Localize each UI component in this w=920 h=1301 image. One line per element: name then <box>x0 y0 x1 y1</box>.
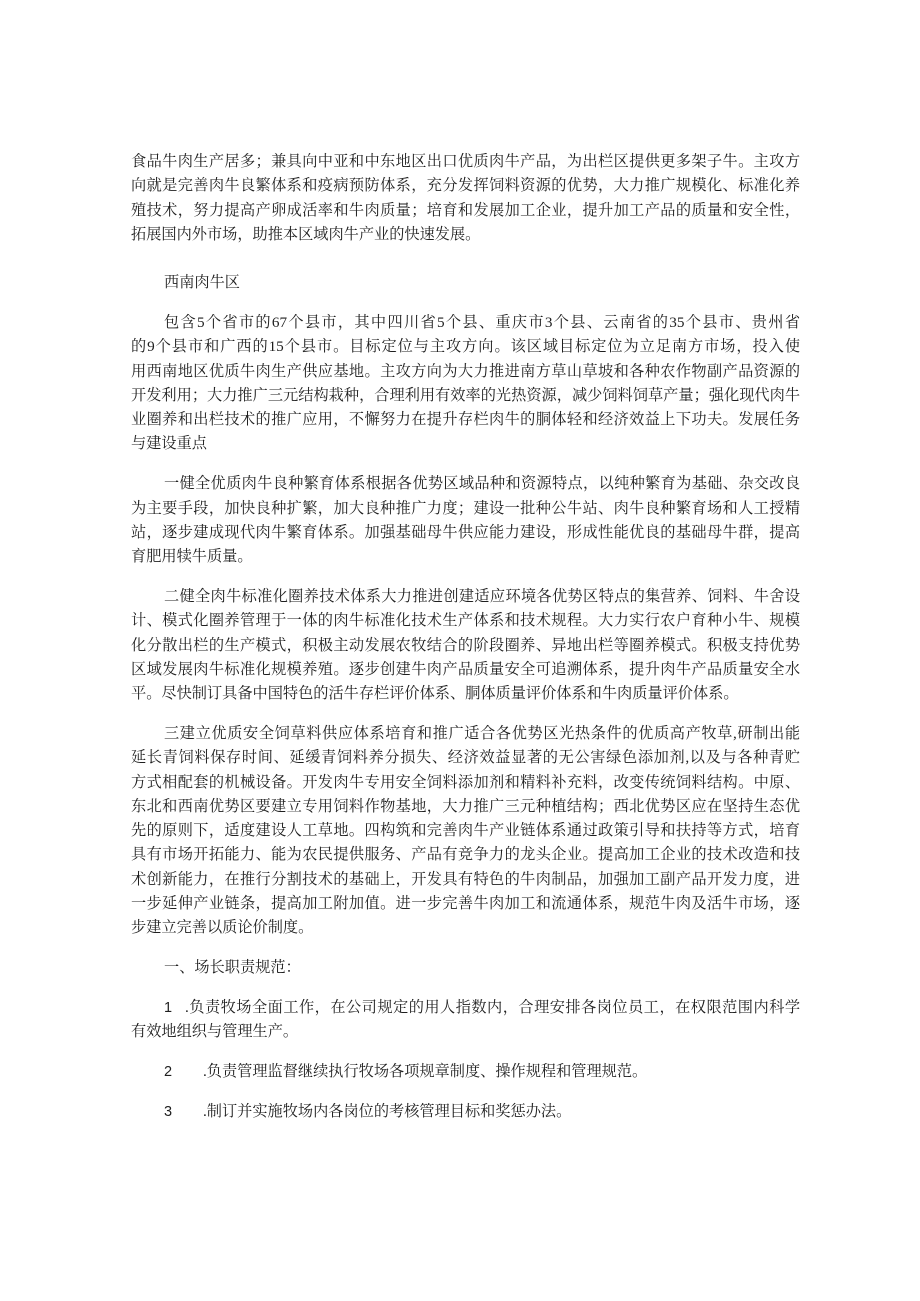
document-page <box>131 150 800 1140</box>
duty-item <box>131 1100 800 1124</box>
paragraph-line: 拓展国内外市场，助推本区域肉牛产业的快速发展。 <box>131 225 481 243</box>
paragraph-line: 与建设重点 <box>131 435 207 453</box>
paragraph-line: 殖技术，努力提高产卵成活率和牛肉质量；培育和发展加工企业，提升加工产品的质量和安全性， <box>131 201 800 219</box>
paragraph-line: 平。尽快制订具备中国特色的活牛存栏评价体系、胴体质量评价体系和牛肉质量评价体系。 <box>131 685 739 703</box>
paragraph-southwest <box>131 311 800 457</box>
duty-number: 3 <box>164 1103 173 1120</box>
paragraph-line: 具有市场开拓能力、能为农民提供服务、产品有竞争力的龙头企业。提高加工企业的技术改造和技 <box>131 846 800 864</box>
paragraph-task-feed-supply <box>131 722 800 941</box>
paragraph-line: 育肥用犊牛质量。 <box>131 548 253 566</box>
duty-text: .负责管理监督继续执行牧场各项规章制度、操作规程和管理规范。 <box>203 1063 648 1080</box>
paragraph-line: 术创新能力，在推行分割技术的基础上，开发具有特色的牛肉制品，加强加工副产品开发力度，进 <box>131 870 800 888</box>
paragraph-line: 区域发展肉牛标准化规模养殖。逐步创建牛肉产品质量安全可追溯体系，提升肉牛产品质量安全水 <box>131 660 800 678</box>
paragraph-line: 东北和西南优势区要建立专用饲料作物基地，大力推广三元种植结构；西北优势区应在坚持生态优 <box>131 797 800 815</box>
duty-number: 2 <box>164 1064 173 1080</box>
paragraph-line: 包含5个省市的67个县市，其中四川省5个县、重庆市3个县、云南省的35个县市、贵州省 <box>164 313 800 331</box>
section-heading-southwest <box>131 271 800 295</box>
paragraph-line: 用西南地区优质牛肉生产供应基地。主攻方向为大力推进南方草山草坡和各种农作物副产品资源的 <box>131 362 800 380</box>
paragraph-line: 步建立完善以质论价制度。 <box>131 919 314 937</box>
heading-text: 西南肉牛区 <box>164 274 240 292</box>
paragraph-task-breeding <box>131 472 800 569</box>
paragraph-line: 一步延伸产业链条，提高加工附加值。进一步完善牛肉加工和流通体系，规范牛肉及活牛市场，逐 <box>131 895 800 913</box>
paragraph-line: 开发利用；大力推广三元结构栽种，合理利用有效率的光热资源，减少饲料饲草产量；强化现代肉牛 <box>131 386 800 404</box>
heading-text: 一、场长职责规范： <box>164 959 301 977</box>
section-heading-duties <box>131 956 800 980</box>
duty-item <box>131 996 800 1045</box>
paragraph-line <box>131 1060 800 1084</box>
paragraph-line: 三建立优质安全饲草料供应体系培育和推广适合各优势区光热条件的优质高产牧草,研制出能 <box>164 724 800 742</box>
paragraph-line: 食品牛肉生产居多；兼具向中亚和中东地区出口优质肉牛产品，为出栏区提供更多架子牛。主攻方 <box>131 153 800 170</box>
paragraph-line: 站，逐步建成现代肉牛繁育体系。加强基础母牛供应能力建设，形成性能优良的基础母牛群，提高 <box>131 523 800 541</box>
paragraph-intro-continuation <box>131 150 800 247</box>
paragraph-line: 延长青饲料保存时间、延缓青饲料养分损失、经济效益显著的无公害绿色添加剂,以及与各种青贮 <box>131 749 800 767</box>
paragraph-line: 一健全优质肉牛良种繁育体系根据各优势区域品种和资源特点，以纯种繁育为基础、杂交改良 <box>164 475 800 493</box>
paragraph-line: 的9个县市和广西的15个县市。目标定位与主攻方向。该区域目标定位为立足南方市场，投入使 <box>131 338 800 356</box>
paragraph-line: 计、模式化圈养管理于一体的肉牛标准化技术生产体系和技术规程。大力实行农户育种小牛、规模 <box>131 612 800 630</box>
paragraph-line: 为主要手段，加快良种扩繁，加大良种推广力度；建设一批种公牛站、肉牛良种繁育场和人工授精 <box>131 499 800 517</box>
paragraph-line: 先的原则下，适度建设人工草地。四构筑和完善肉牛产业链体系通过政策引导和扶持等方式，培育 <box>131 822 800 840</box>
paragraph-line: 有效地组织与管理生产。 <box>131 1023 299 1041</box>
paragraph-line <box>131 996 800 1020</box>
paragraph-line: 向就是完善肉牛良繁体系和疫病预防体系，充分发挥饲料资源的优势，大力推广规模化、标准化养 <box>131 177 800 195</box>
duty-number: 1 <box>164 999 173 1016</box>
duty-text: .制订并实施牧场内各岗位的考核管理目标和奖惩办法。 <box>203 1102 572 1120</box>
paragraph-line: 业圈养和出栏技术的推广应用，不懈努力在提升存栏肉牛的胴体轻和经济效益上下功夫。发展任务 <box>131 411 800 429</box>
duty-item <box>131 1060 800 1084</box>
paragraph-line: 二健全肉牛标准化圈养技术体系大力推进创建适应环境各优势区特点的集营养、饲料、牛舍设 <box>164 587 800 605</box>
paragraph-task-standardization <box>131 585 800 706</box>
duty-text: .负责牧场全面工作，在公司规定的用人指数内，合理安排各岗位员工，在权限范围内科学 <box>185 998 800 1016</box>
paragraph-line <box>131 1100 800 1124</box>
paragraph-line: 方式相配套的机械设备。开发肉牛专用安全饲料添加剂和精料补充料，改变传统饲料结构。中原、 <box>131 773 800 791</box>
paragraph-line: 化分散出栏的生产模式，积极主动发展农牧结合的阶段圈养、异地出栏等圈养模式。积极支持优势 <box>131 636 800 654</box>
